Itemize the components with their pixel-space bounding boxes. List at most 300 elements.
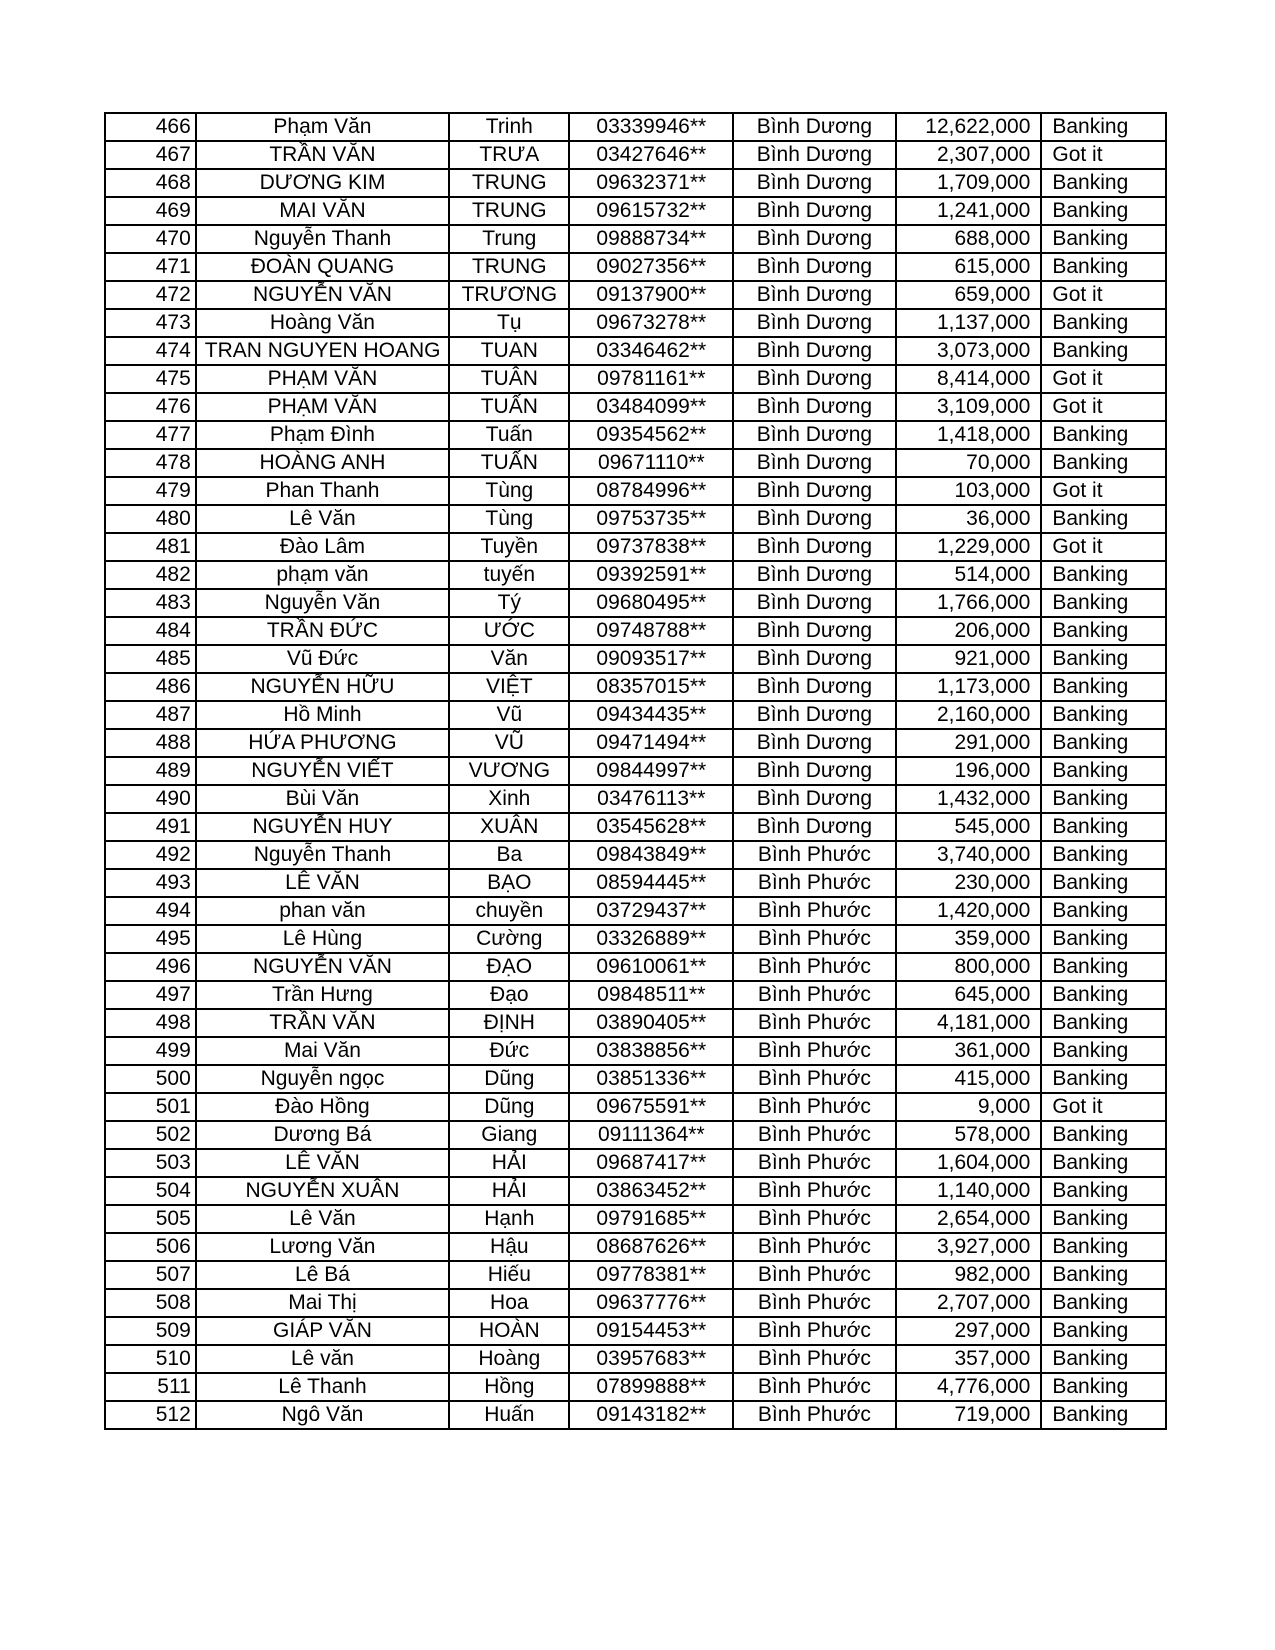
table-row [105,169,1166,197]
phone-cell: 09354562** [569,421,733,449]
province-cell: Bình Dương [733,561,896,589]
last-name-cell: TRẦN VĂN [196,1009,449,1037]
last-name-cell: TRẦN ĐỨC [196,617,449,645]
phone-cell: 09848511** [569,981,733,1009]
table-row [105,281,1166,309]
amount-cell: 230,000 [896,869,1042,897]
payment-method-cell: Banking [1041,505,1166,533]
phone-cell: 09392591** [569,561,733,589]
given-name-cell: HẢI [449,1149,569,1177]
row-number-cell: 469 [105,197,196,225]
amount-cell: 615,000 [896,253,1042,281]
row-number-cell: 481 [105,533,196,561]
payment-method-cell: Banking [1041,1121,1166,1149]
phone-cell: 03545628** [569,813,733,841]
given-name-cell: Văn [449,645,569,673]
row-number-cell: 467 [105,141,196,169]
phone-cell: 09632371** [569,169,733,197]
amount-cell: 688,000 [896,225,1042,253]
table-row [105,953,1166,981]
phone-cell: 09111364** [569,1121,733,1149]
given-name-cell: Tuyền [449,533,569,561]
phone-cell: 03326889** [569,925,733,953]
amount-cell: 12,622,000 [896,113,1042,141]
phone-cell: 09781161** [569,365,733,393]
province-cell: Bình Dương [733,589,896,617]
given-name-cell: Hiếu [449,1261,569,1289]
payment-method-cell: Banking [1041,729,1166,757]
row-number-cell: 486 [105,673,196,701]
table-row [105,729,1166,757]
province-cell: Bình Dương [733,281,896,309]
table-row [105,533,1166,561]
given-name-cell: Dũng [449,1065,569,1093]
province-cell: Bình Phước [733,897,896,925]
amount-cell: 514,000 [896,561,1042,589]
phone-cell: 09615732** [569,197,733,225]
payment-method-cell: Banking [1041,225,1166,253]
row-number-cell: 508 [105,1289,196,1317]
last-name-cell: Vũ Đức [196,645,449,673]
row-number-cell: 478 [105,449,196,477]
phone-cell: 03890405** [569,1009,733,1037]
row-number-cell: 497 [105,981,196,1009]
payment-method-cell: Banking [1041,253,1166,281]
table-row [105,197,1166,225]
payment-method-cell: Banking [1041,169,1166,197]
phone-cell: 09888734** [569,225,733,253]
phone-cell: 09154453** [569,1317,733,1345]
given-name-cell: Ba [449,841,569,869]
amount-cell: 1,432,000 [896,785,1042,813]
table-row [105,841,1166,869]
payment-method-cell: Banking [1041,449,1166,477]
last-name-cell: Lê Bá [196,1261,449,1289]
row-number-cell: 495 [105,925,196,953]
amount-cell: 359,000 [896,925,1042,953]
last-name-cell: Hoàng Văn [196,309,449,337]
amount-cell: 70,000 [896,449,1042,477]
province-cell: Bình Dương [733,813,896,841]
phone-cell: 03427646** [569,141,733,169]
row-number-cell: 499 [105,1037,196,1065]
given-name-cell: ĐẠO [449,953,569,981]
row-number-cell: 507 [105,1261,196,1289]
row-number-cell: 511 [105,1373,196,1401]
phone-cell: 09673278** [569,309,733,337]
table-row [105,1261,1166,1289]
payment-method-cell: Got it [1041,477,1166,505]
table-row [105,141,1166,169]
phone-cell: 09748788** [569,617,733,645]
amount-cell: 1,709,000 [896,169,1042,197]
given-name-cell: Cường [449,925,569,953]
last-name-cell: Nguyễn Thanh [196,225,449,253]
table-row [105,113,1166,141]
given-name-cell: TRƯA [449,141,569,169]
payment-method-cell: Banking [1041,1317,1166,1345]
last-name-cell: Lê văn [196,1345,449,1373]
given-name-cell: Hồng [449,1373,569,1401]
phone-cell: 08357015** [569,673,733,701]
payment-method-cell: Banking [1041,1205,1166,1233]
province-cell: Bình Phước [733,1205,896,1233]
last-name-cell: PHẠM VĂN [196,393,449,421]
phone-cell: 09843849** [569,841,733,869]
last-name-cell: Lê Thanh [196,1373,449,1401]
province-cell: Bình Dương [733,421,896,449]
amount-cell: 3,109,000 [896,393,1042,421]
given-name-cell: Giang [449,1121,569,1149]
amount-cell: 3,927,000 [896,1233,1042,1261]
province-cell: Bình Phước [733,953,896,981]
given-name-cell: ĐỊNH [449,1009,569,1037]
last-name-cell: phan văn [196,897,449,925]
given-name-cell: Vũ [449,701,569,729]
payment-method-cell: Banking [1041,645,1166,673]
province-cell: Bình Phước [733,1093,896,1121]
table-row [105,1149,1166,1177]
given-name-cell: Đạo [449,981,569,1009]
last-name-cell: Lê Hùng [196,925,449,953]
table-row [105,561,1166,589]
payment-method-cell: Banking [1041,813,1166,841]
table-row [105,1065,1166,1093]
phone-cell: 09737838** [569,533,733,561]
table-row [105,1093,1166,1121]
payment-method-cell: Banking [1041,1009,1166,1037]
province-cell: Bình Dương [733,309,896,337]
given-name-cell: Hoa [449,1289,569,1317]
given-name-cell: Hạnh [449,1205,569,1233]
given-name-cell: HOÀN [449,1317,569,1345]
payment-method-cell: Banking [1041,953,1166,981]
table-row [105,421,1166,449]
payment-method-cell: Banking [1041,1065,1166,1093]
row-number-cell: 488 [105,729,196,757]
given-name-cell: ƯỚC [449,617,569,645]
payment-method-cell: Banking [1041,897,1166,925]
given-name-cell: BẠO [449,869,569,897]
province-cell: Bình Phước [733,1037,896,1065]
row-number-cell: 480 [105,505,196,533]
payment-method-cell: Banking [1041,1345,1166,1373]
province-cell: Bình Dương [733,757,896,785]
row-number-cell: 470 [105,225,196,253]
row-number-cell: 509 [105,1317,196,1345]
given-name-cell: TUẤN [449,393,569,421]
given-name-cell: TUAN [449,337,569,365]
last-name-cell: NGUYỄN VĂN [196,953,449,981]
row-number-cell: 471 [105,253,196,281]
amount-cell: 36,000 [896,505,1042,533]
province-cell: Bình Dương [733,365,896,393]
last-name-cell: HỨA PHƯƠNG [196,729,449,757]
amount-cell: 357,000 [896,1345,1042,1373]
last-name-cell: Mai Văn [196,1037,449,1065]
payment-method-cell: Banking [1041,561,1166,589]
given-name-cell: Tùng [449,477,569,505]
amount-cell: 1,766,000 [896,589,1042,617]
amount-cell: 1,418,000 [896,421,1042,449]
payment-method-cell: Got it [1041,141,1166,169]
last-name-cell: Trần Hưng [196,981,449,1009]
last-name-cell: Đào Lâm [196,533,449,561]
phone-cell: 09434435** [569,701,733,729]
amount-cell: 719,000 [896,1401,1042,1429]
phone-cell: 09675591** [569,1093,733,1121]
amount-cell: 1,420,000 [896,897,1042,925]
amount-cell: 9,000 [896,1093,1042,1121]
row-number-cell: 472 [105,281,196,309]
last-name-cell: TRAN NGUYEN HOANG [196,337,449,365]
table-row [105,869,1166,897]
phone-cell: 09680495** [569,589,733,617]
last-name-cell: Lương Văn [196,1233,449,1261]
given-name-cell: Tuấn [449,421,569,449]
payment-method-cell: Banking [1041,1261,1166,1289]
row-number-cell: 501 [105,1093,196,1121]
phone-cell: 09137900** [569,281,733,309]
province-cell: Bình Dương [733,673,896,701]
amount-cell: 3,073,000 [896,337,1042,365]
table-row [105,365,1166,393]
province-cell: Bình Phước [733,1289,896,1317]
given-name-cell: TUÂN [449,365,569,393]
given-name-cell: VIỆT [449,673,569,701]
last-name-cell: NGUYỄN VIẾT [196,757,449,785]
given-name-cell: HẢI [449,1177,569,1205]
last-name-cell: MAI VĂN [196,197,449,225]
province-cell: Bình Dương [733,533,896,561]
payment-method-cell: Got it [1041,1093,1166,1121]
phone-cell: 09753735** [569,505,733,533]
row-number-cell: 510 [105,1345,196,1373]
phone-cell: 03851336** [569,1065,733,1093]
row-number-cell: 476 [105,393,196,421]
phone-cell: 09143182** [569,1401,733,1429]
amount-cell: 1,137,000 [896,309,1042,337]
row-number-cell: 483 [105,589,196,617]
last-name-cell: Phạm Văn [196,113,449,141]
phone-cell: 03863452** [569,1177,733,1205]
given-name-cell: XUÂN [449,813,569,841]
row-number-cell: 492 [105,841,196,869]
phone-cell: 09791685** [569,1205,733,1233]
province-cell: Bình Dương [733,169,896,197]
amount-cell: 659,000 [896,281,1042,309]
province-cell: Bình Dương [733,617,896,645]
table-row [105,225,1166,253]
province-cell: Bình Phước [733,1317,896,1345]
table-row [105,1289,1166,1317]
given-name-cell: TRƯƠNG [449,281,569,309]
amount-cell: 2,307,000 [896,141,1042,169]
amount-cell: 297,000 [896,1317,1042,1345]
province-cell: Bình Phước [733,1345,896,1373]
amount-cell: 361,000 [896,1037,1042,1065]
winners-table [104,112,1167,1430]
row-number-cell: 496 [105,953,196,981]
given-name-cell: Hậu [449,1233,569,1261]
row-number-cell: 512 [105,1401,196,1429]
table-row [105,1401,1166,1429]
amount-cell: 982,000 [896,1261,1042,1289]
last-name-cell: Phạm Đình [196,421,449,449]
phone-cell: 09610061** [569,953,733,981]
province-cell: Bình Dương [733,505,896,533]
table-row [105,757,1166,785]
table-row [105,981,1166,1009]
payment-method-cell: Banking [1041,1149,1166,1177]
phone-cell: 09471494** [569,729,733,757]
payment-method-cell: Banking [1041,337,1166,365]
row-number-cell: 466 [105,113,196,141]
province-cell: Bình Phước [733,1261,896,1289]
row-number-cell: 477 [105,421,196,449]
payment-method-cell: Banking [1041,1233,1166,1261]
table-row [105,925,1166,953]
amount-cell: 4,181,000 [896,1009,1042,1037]
last-name-cell: Lê Văn [196,505,449,533]
given-name-cell: Tụ [449,309,569,337]
amount-cell: 800,000 [896,953,1042,981]
phone-cell: 03729437** [569,897,733,925]
province-cell: Bình Dương [733,141,896,169]
given-name-cell: Đức [449,1037,569,1065]
phone-cell: 08594445** [569,869,733,897]
amount-cell: 291,000 [896,729,1042,757]
payment-method-cell: Got it [1041,393,1166,421]
row-number-cell: 503 [105,1149,196,1177]
table-row [105,1177,1166,1205]
phone-cell: 09778381** [569,1261,733,1289]
table-row [105,1009,1166,1037]
payment-method-cell: Got it [1041,365,1166,393]
row-number-cell: 482 [105,561,196,589]
table-row [105,1373,1166,1401]
last-name-cell: Nguyễn Văn [196,589,449,617]
table-row [105,589,1166,617]
province-cell: Bình Dương [733,729,896,757]
province-cell: Bình Dương [733,701,896,729]
phone-cell: 03476113** [569,785,733,813]
last-name-cell: NGUYỄN VĂN [196,281,449,309]
last-name-cell: Đào Hồng [196,1093,449,1121]
payment-method-cell: Banking [1041,841,1166,869]
last-name-cell: LÊ VĂN [196,869,449,897]
given-name-cell: Tùng [449,505,569,533]
amount-cell: 545,000 [896,813,1042,841]
amount-cell: 1,173,000 [896,673,1042,701]
payment-method-cell: Banking [1041,309,1166,337]
table-row [105,1205,1166,1233]
table-row [105,1121,1166,1149]
table-row [105,1037,1166,1065]
payment-method-cell: Banking [1041,869,1166,897]
row-number-cell: 489 [105,757,196,785]
last-name-cell: NGUYỄN HỮU [196,673,449,701]
last-name-cell: Nguyễn ngọc [196,1065,449,1093]
payment-method-cell: Got it [1041,533,1166,561]
last-name-cell: Lê Văn [196,1205,449,1233]
province-cell: Bình Phước [733,925,896,953]
given-name-cell: VŨ [449,729,569,757]
amount-cell: 206,000 [896,617,1042,645]
given-name-cell: TRUNG [449,197,569,225]
amount-cell: 578,000 [896,1121,1042,1149]
row-number-cell: 468 [105,169,196,197]
given-name-cell: VƯƠNG [449,757,569,785]
payment-method-cell: Banking [1041,925,1166,953]
payment-method-cell: Banking [1041,421,1166,449]
province-cell: Bình Phước [733,1233,896,1261]
row-number-cell: 491 [105,813,196,841]
last-name-cell: TRẦN VĂN [196,141,449,169]
province-cell: Bình Phước [733,841,896,869]
row-number-cell: 494 [105,897,196,925]
given-name-cell: Dũng [449,1093,569,1121]
phone-cell: 03484099** [569,393,733,421]
province-cell: Bình Dương [733,785,896,813]
province-cell: Bình Dương [733,337,896,365]
payment-method-cell: Banking [1041,981,1166,1009]
row-number-cell: 498 [105,1009,196,1037]
table-row [105,449,1166,477]
last-name-cell: Phan Thanh [196,477,449,505]
province-cell: Bình Phước [733,1177,896,1205]
province-cell: Bình Phước [733,1065,896,1093]
row-number-cell: 500 [105,1065,196,1093]
phone-cell: 09637776** [569,1289,733,1317]
phone-cell: 03957683** [569,1345,733,1373]
table-row [105,617,1166,645]
table-row [105,337,1166,365]
row-number-cell: 484 [105,617,196,645]
table-row [105,813,1166,841]
payment-method-cell: Banking [1041,1037,1166,1065]
province-cell: Bình Dương [733,393,896,421]
amount-cell: 4,776,000 [896,1373,1042,1401]
given-name-cell: TUẤN [449,449,569,477]
last-name-cell: LÊ VĂN [196,1149,449,1177]
given-name-cell: TRUNG [449,169,569,197]
payment-method-cell: Banking [1041,1177,1166,1205]
amount-cell: 3,740,000 [896,841,1042,869]
table-row [105,1317,1166,1345]
payment-method-cell: Banking [1041,1289,1166,1317]
last-name-cell: Dương Bá [196,1121,449,1149]
amount-cell: 921,000 [896,645,1042,673]
last-name-cell: HOÀNG ANH [196,449,449,477]
phone-cell: 07899888** [569,1373,733,1401]
given-name-cell: Tý [449,589,569,617]
payment-method-cell: Banking [1041,673,1166,701]
payment-method-cell: Banking [1041,757,1166,785]
last-name-cell: Hồ Minh [196,701,449,729]
province-cell: Bình Phước [733,981,896,1009]
province-cell: Bình Dương [733,645,896,673]
phone-cell: 03339946** [569,113,733,141]
given-name-cell: chuyền [449,897,569,925]
row-number-cell: 490 [105,785,196,813]
payment-method-cell: Banking [1041,785,1166,813]
amount-cell: 2,654,000 [896,1205,1042,1233]
table-row [105,701,1166,729]
table-row [105,673,1166,701]
province-cell: Bình Phước [733,869,896,897]
row-number-cell: 502 [105,1121,196,1149]
